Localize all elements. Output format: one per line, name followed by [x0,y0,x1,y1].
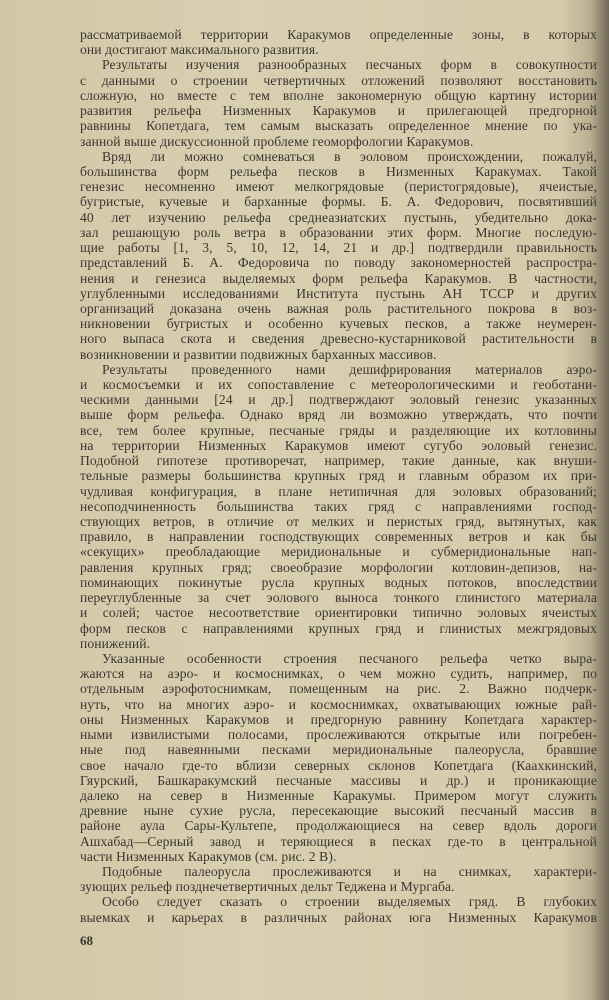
text-line: нуть, что на многих аэро- и космоснимках, охватывающих южные рай- [80,696,597,712]
paragraph [80,149,597,362]
text-line: правило, в направлении господствующих современных ветров и как бы [80,529,597,545]
text-line: Гяурский, Башкаракумский песчаные массивы и др.) и проникающие [80,772,597,788]
text-line: бугристые, кучевые и барханные формы. Б. А. Федорович, посвятивший [80,194,597,210]
text-line: форм песков с направлениями крупных гряд и глинистых межгрядовых [80,620,597,636]
text-line: никновении бугристых и особенно кучевых песков, а также неумерен- [80,316,597,332]
text-line: рассматриваемой территории Каракумов определенные зоны, в которых [80,27,597,42]
text-line: Ашхабад—Серный завод и теряющиеся в песках где-то в центральной [80,833,597,849]
text-line: древние ныне сухие русла, пересекающие высокий песчаный массив в [80,803,597,819]
text-line: развития рельефа Низменных Каракумов и прилегающей предгорной [80,103,597,119]
text-line: возникновении и развитии подвижных барханных массивов. [80,346,437,362]
paragraph [80,864,597,894]
text-line: они достигают максимального развития. [80,42,319,58]
text-line: Результаты проведенного нами дешифрирования материалов аэро- [102,361,597,377]
text-line: Особо следует сказать о строении выделяемых гряд. В глубоких [102,894,597,910]
paragraph [80,57,597,148]
text-line: выше форм рельефа. Однако вряд ли возможно утверждать, что почти [80,407,597,423]
paragraph [80,362,597,651]
text-line: сложную, но вместе с тем вполне закономерную общую картину истории [80,87,597,103]
text-line: ные под навеянными песками меридиональные палеорусла, бравшие [80,742,597,758]
text-line: выемках и карьерах в различных районах юга Низменных Каракумов [80,909,597,925]
text-line: щие работы [1, 3, 5, 10, 12, 14, 21 и др.] подтвердили правильность [80,240,597,256]
paragraph [80,651,597,864]
text-line: ческими данными [24 и др.] подтверждают эоловый генезис указанных [80,392,597,408]
text-line: поминающих покинутые русла крупных водных потоков, впоследствии [80,574,597,590]
text-line: зующих рельеф позднечетвертичных дельт Теджена и Мургаба. [80,879,455,895]
page-number: 68 [80,933,93,948]
text-line: зал решающую роль ветра в образовании этих форм. Многие последую- [80,224,597,240]
body-text [80,27,597,925]
text-line: занной выше дискуссионной проблеме геоморфологии Каракумов. [80,133,474,149]
text-line: 40 лет изучению рельефа среднеазиатских пустынь, убедительно дока- [80,209,597,225]
text-line: части Низменных Каракумов (см. рис. 2 В). [80,848,337,864]
text-line: несоподчиненность большинства таких гряд с направлениями господ- [80,498,597,514]
text-line: Подобной гипотезе противоречат, например, такие данные, как внуши- [80,453,597,469]
text-line: равнины Копетдага, тем самым высказать определенное мнение по ука- [80,118,597,134]
text-line: представлений Б. А. Федоровича по поводу закономерностей распростра- [80,255,597,271]
text-line: и солей; частое несоответствие ориентировки типично эоловых ячеистых [80,605,597,621]
text-line: и космосъемки и их сопоставление с метеорологическими и геоботани- [80,377,597,393]
text-line: жаются на аэро- и космоснимках, о чем можно судить, например, по [80,666,597,682]
text-line: организаций доказана очень важная роль растительного покрова в воз- [80,300,597,316]
paragraph [80,894,597,924]
text-line: Указанные особенности строения песчаного рельефа четко выра- [102,650,597,666]
text-line: далеко на север в Низменные Каракумы. Примером могут служить [80,787,597,803]
text-line: оны Низменных Каракумов и предгорную равнину Копетдага характер- [80,711,597,727]
text-line: равления крупных гряд; своеобразие морфологии котловин-депизов, на- [80,559,597,575]
text-line: все, тем более крупные, песчаные гряды и разделяющие их котловины [80,422,597,438]
text-line: Подобные палеорусла прослеживаются и на снимках, характери- [102,864,597,880]
text-line: Результаты изучения разнообразных песчаных форм в совокупности [102,57,597,73]
text-line: отдельным аэрофотоснимкам, помещенным на рис. 2. Важно подчерк- [80,681,597,697]
text-line: с данными о строении четвертичных отложений позволяют восстановить [80,72,597,88]
text-line: генезис несомненно имеют мелкогрядовые (перистогрядовые), ячеистые, [80,179,597,195]
text-line: на территории Низменных Каракумов имеют сугубо эоловый генезис. [80,437,597,453]
text-line: свое начало где-то вблизи северных склонов Копетдага (Каахкинский, [80,757,597,773]
text-line: районе аула Сары-Культепе, продолжающиеся на север вдоль дороги [80,818,597,834]
text-line: углубленными исследованиями Института пустынь АН ТССР и других [80,285,597,301]
text-line: ствующих ветров, в отличие от мелких и перистых гряд, вытянутых, как [80,514,597,529]
text-line: ными извилистыми полосами, прослеживаются открытые или погребен- [80,727,597,743]
text-line: большинства форм рельефа песков в Низменных Каракумах. Такой [80,163,597,179]
paragraph [80,27,597,57]
text-line: Вряд ли можно сомневаться в эоловом происхождении, пожалуй, [102,148,597,164]
text-line: «секущих» преобладающие меридиональные и субмеридиональные нап- [80,544,597,560]
text-line: переуглубленные за счет эолового выноса тонкого глинистого материала [80,590,597,606]
text-line: ного выпаса скота и сведения древесно-кустарниковой растительности в [80,331,597,347]
text-line: нения и генезиса выделяемых форм рельефа Каракумов. В частности, [80,270,597,286]
text-line: тельные размеры большинства крупных гряд и главным образом их при- [80,468,597,484]
text-line: чудливая конфигурация, в плане нетипичная для эоловых образований; [80,483,597,499]
text-line: понижений. [80,635,151,651]
